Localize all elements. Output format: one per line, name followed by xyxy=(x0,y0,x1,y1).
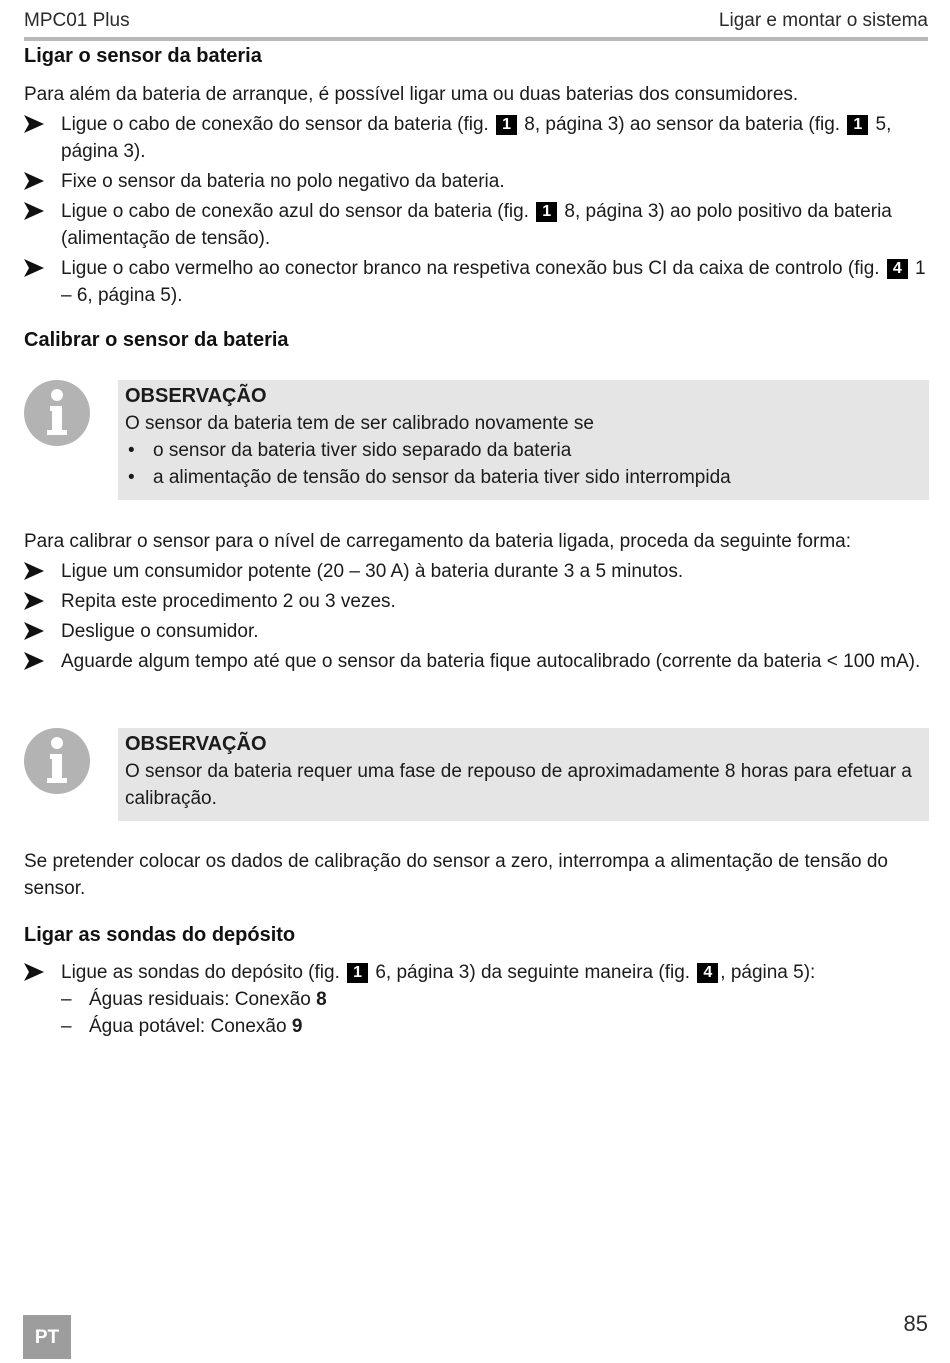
step-text: Ligue o cabo de conexão do sensor da bateria (fig. xyxy=(61,114,495,135)
step-item xyxy=(24,959,932,1040)
heading-battery-calibrate: Calibrar o sensor da bateria xyxy=(24,329,289,351)
step-text: , página 5): xyxy=(720,962,816,983)
step-text: Ligue as sondas do depósito (fig. xyxy=(61,962,346,983)
calibration-reset-text: Se pretender colocar os dados de calibração do sensor a zero, interrompa a alimentação de tensão do sensor. xyxy=(24,851,888,899)
heading-tank-probes: Ligar as sondas do depósito xyxy=(24,924,296,946)
header-product: MPC01 Plus xyxy=(24,10,130,31)
info-icon xyxy=(24,380,90,446)
note-bullets xyxy=(125,437,921,491)
arrow-right-icon xyxy=(24,562,44,580)
calibrate-steps xyxy=(24,558,932,678)
dash-icon: – xyxy=(61,989,72,1010)
step-text: 1 – 6, página 5). xyxy=(61,258,926,306)
tank-steps xyxy=(24,959,932,1043)
battery-connect-steps xyxy=(24,111,932,312)
step-text: 5, página 3). xyxy=(61,114,892,162)
arrow-right-icon xyxy=(24,172,44,190)
bullet-dot-icon: • xyxy=(128,440,135,461)
step-text: Desligue o consumidor. xyxy=(61,621,259,642)
step-text: Ligue um consumidor potente (20 – 30 A) à bateria durante 3 a 5 minutos. xyxy=(61,561,684,582)
step-item xyxy=(24,588,932,615)
figure-ref: 1 xyxy=(496,115,517,135)
list-item xyxy=(61,986,932,1013)
note-text: O sensor da bateria tem de ser calibrado novamente se xyxy=(125,413,594,434)
connection-number: 8 xyxy=(316,989,327,1010)
step-item xyxy=(24,618,932,645)
language-tag: PT xyxy=(23,1315,71,1359)
connection-number: 9 xyxy=(291,1016,303,1037)
battery-connect-intro: Para além da bateria de arranque, é possível ligar uma ou duas baterias dos consumidores. xyxy=(24,84,799,105)
arrow-right-icon xyxy=(24,652,44,670)
figure-ref: 1 xyxy=(847,115,868,135)
figure-ref: 4 xyxy=(697,963,718,983)
step-text: Ligue o cabo de conexão azul do sensor da bateria (fig. xyxy=(61,201,535,222)
list-item xyxy=(61,1013,932,1040)
dash-icon: – xyxy=(61,1016,72,1037)
heading-battery-connect: Ligar o sensor da bateria xyxy=(24,45,262,67)
step-text: Aguarde algum tempo até que o sensor da bateria fique autocalibrado (corrente da bateria < 100 mA). xyxy=(61,651,921,672)
bullet-dot-icon: • xyxy=(128,467,135,488)
step-item xyxy=(24,648,932,675)
info-icon xyxy=(24,728,90,794)
step-item xyxy=(24,198,932,252)
connection-label: Água potável: Conexão xyxy=(89,1016,292,1037)
arrow-right-icon xyxy=(24,115,44,133)
note-bullet xyxy=(125,464,921,491)
note-box xyxy=(118,728,929,821)
step-item xyxy=(24,111,932,165)
note-bullet-text: o sensor da bateria tiver sido separado da bateria xyxy=(153,440,572,461)
step-text: 6, página 3) da seguinte maneira (fig. xyxy=(370,962,696,983)
header-rule xyxy=(24,37,928,41)
note-calibration-required xyxy=(24,380,929,500)
step-item xyxy=(24,255,932,309)
step-text: Ligue o cabo vermelho ao conector branco na respetiva conexão bus CI da caixa de controlo (fig. xyxy=(61,258,885,279)
note-rest-phase xyxy=(24,728,929,823)
arrow-right-icon xyxy=(24,622,44,640)
step-text: Fixe o sensor da bateria no polo negativo da bateria. xyxy=(61,171,505,192)
header-chapter: Ligar e montar o sistema xyxy=(718,10,928,31)
figure-ref: 4 xyxy=(887,259,908,279)
arrow-right-icon xyxy=(24,963,44,981)
step-text: 8, página 3) ao polo positivo da bateria (alimentação de tensão). xyxy=(61,201,892,249)
arrow-right-icon xyxy=(24,592,44,610)
page-number: 85 xyxy=(903,1311,928,1336)
step-text: 8, página 3) ao sensor da bateria (fig. xyxy=(518,114,846,135)
connection-label: Águas residuais: Conexão xyxy=(89,989,317,1010)
note-box xyxy=(118,380,929,500)
note-title: OBSERVAÇÃO xyxy=(125,385,267,407)
note-bullet-text: a alimentação de tensão do sensor da bateria tiver sido interrompida xyxy=(153,467,731,488)
note-text: O sensor da bateria requer uma fase de repouso de aproximadamente 8 horas para efetuar a calibração. xyxy=(125,761,912,809)
figure-ref: 1 xyxy=(536,202,557,222)
arrow-right-icon xyxy=(24,259,44,277)
note-title: OBSERVAÇÃO xyxy=(125,733,267,755)
page-header xyxy=(24,6,928,34)
tank-connection-list xyxy=(61,986,932,1040)
figure-ref: 1 xyxy=(347,963,368,983)
arrow-right-icon xyxy=(24,202,44,220)
step-item xyxy=(24,168,932,195)
note-bullet xyxy=(125,437,921,464)
calibrate-intro: Para calibrar o sensor para o nível de carregamento da bateria ligada, proceda da seguinte forma: xyxy=(24,531,851,552)
step-item xyxy=(24,558,932,585)
step-text: Repita este procedimento 2 ou 3 vezes. xyxy=(61,591,396,612)
